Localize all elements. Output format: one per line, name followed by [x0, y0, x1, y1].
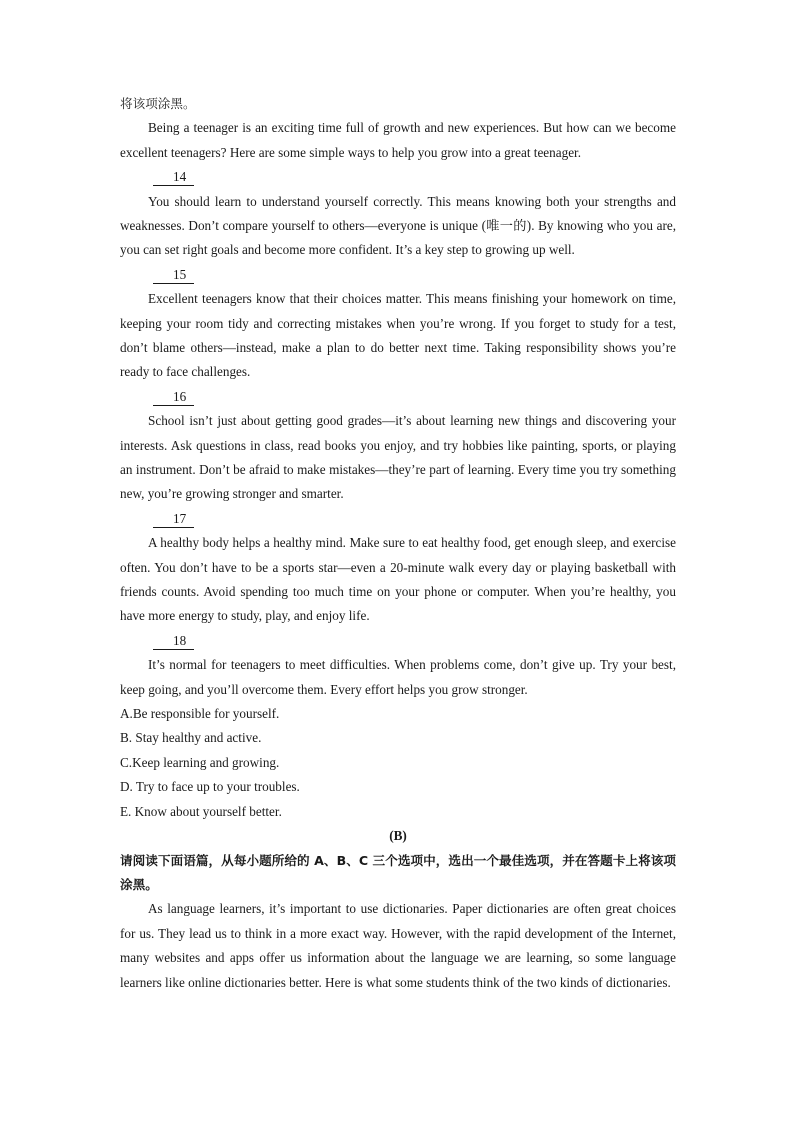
blank-number: 17 — [153, 510, 194, 528]
paragraph-18: It’s normal for teenagers to meet difficulties. When problems come, don’t give up. Try your best, keep going, and you’ll overcome them. Every effort helps you grow stronger. — [120, 657, 676, 697]
blank-14 — [120, 165, 676, 189]
paragraph-17: A healthy body helps a healthy mind. Make sure to eat healthy food, get enough sleep, and exercise often. You don’t have to be a sports star—even a 20-minute walk every day or playing basketball with friends counts. Avoid spending too much time on your phone or computer. When you’re healthy, you have more energy to study, play, and enjoy life. — [120, 535, 676, 624]
blank-number: 18 — [153, 632, 194, 650]
paragraph-14: You should learn to understand yourself correctly. This means knowing both your strengths and weaknesses. Don’t compare yourself to others—everyone is unique (唯一的). By knowing who you are, you can set right goals and become more confident. It’s a key step to growing up well. — [120, 193, 676, 258]
option-d: D. Try to face up to your troubles. — [120, 779, 300, 795]
blank-15 — [120, 263, 676, 287]
option-e: E. Know about yourself better. — [120, 803, 282, 819]
blank-17 — [120, 507, 676, 531]
paragraph-16: School isn’t just about getting good grades—it’s about learning new things and discovering your interests. Ask questions in class, read books you enjoy, and try hobbies like painting, sports, or playing an instrument. Don’t be afraid to make mistakes—they’re part of learning. Every time you try something new, you’re growing stronger and smarter. — [120, 413, 676, 502]
paragraph-15: Excellent teenagers know that their choices matter. This means finishing your homework on time, keeping your room tidy and correcting mistakes when you’re wrong. If you forget to study for a test, don’t blame others—instead, make a plan to do better next time. Taking responsibility shows you’re ready to face challenges. — [120, 291, 676, 380]
instruction-tail: 将该项涂黑。 — [120, 96, 196, 111]
blank-16 — [120, 385, 676, 409]
option-b: B. Stay healthy and active. — [120, 730, 262, 746]
blank-number: 16 — [153, 388, 194, 406]
option-c: C.Keep learning and growing. — [120, 754, 280, 770]
section-b-instruction: 请阅读下面语篇，从每小题所给的 A、B、C 三个选项中，选出一个最佳选项，并在答题卡上将该项涂黑。 — [120, 852, 676, 892]
blank-number: 14 — [153, 168, 194, 186]
passage-a-intro: Being a teenager is an exciting time full of growth and new experiences. But how can we become excellent teenagers? Here are some simple ways to help you grow into a great teenager. — [120, 120, 676, 160]
section-b-title: (B) — [389, 828, 407, 844]
option-a: A.Be responsible for yourself. — [120, 706, 280, 722]
blank-18 — [120, 629, 676, 653]
document-page — [120, 92, 676, 995]
blank-number: 15 — [153, 266, 194, 284]
section-b-paragraph: As language learners, it’s important to use dictionaries. Paper dictionaries are often great choices for us. They lead us to think in a more exact way. However, with the rapid development of the Internet, many websites and apps offer us information about the language we are learning, so some language learners like online dictionaries better. Here is what some students think of the two kinds of dictionaries. — [120, 901, 676, 990]
